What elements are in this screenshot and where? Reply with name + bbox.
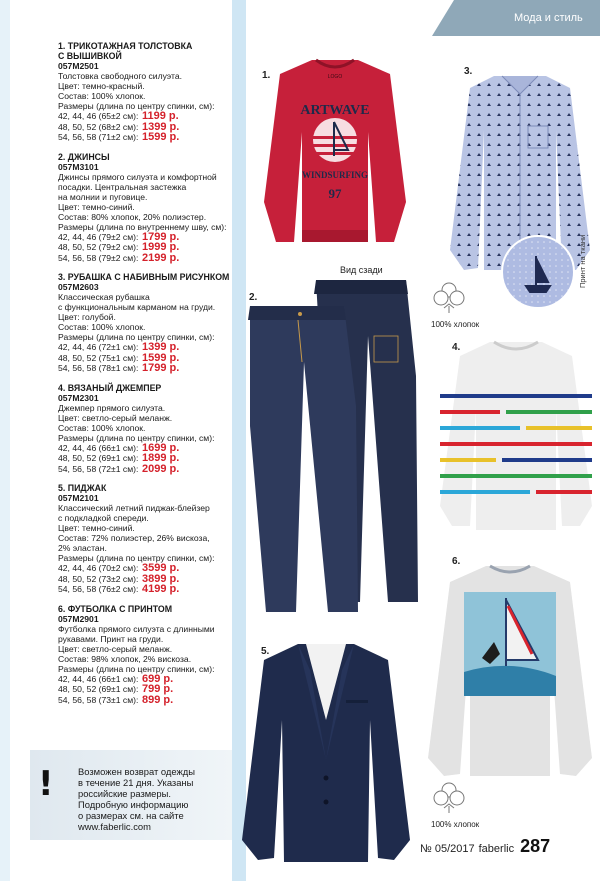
product-2	[58, 152, 230, 264]
product-sizes-heading: Размеры (длина по центру спинки, см):	[58, 663, 215, 674]
cotton-caption: 100% хлопок	[431, 320, 480, 329]
notice-line: российские размеры.	[78, 788, 171, 799]
page-number: 287	[520, 836, 551, 856]
product-desc: Классическая рубашка	[58, 292, 150, 302]
size-price: 1799 р.	[142, 362, 180, 374]
fabric-print-closeup	[500, 234, 576, 310]
product-composition: Состав: 100% хлопок.	[58, 322, 146, 332]
sweatshirt-word-artwave: ARTWAVE	[300, 103, 370, 118]
product-title: 6. ФУТБОЛКА С ПРИНТОМ	[58, 603, 173, 614]
size-price: 1199 р.	[142, 110, 179, 122]
product-composition: Состав: 98% хлопок, 2% вискоза.	[58, 653, 192, 664]
size-label: 48, 50, 52 (73±2 см):	[58, 573, 139, 584]
size-row	[58, 584, 230, 595]
size-label: 42, 44, 46 (70±2 см):	[58, 563, 139, 573]
size-label: 48, 50, 52 (69±1 см):	[58, 684, 139, 694]
product-desc: Классический летний пиджак-блейзер	[58, 503, 210, 513]
size-label: 48, 50, 52 (68±2 см):	[58, 121, 139, 132]
product-desc: посадки. Центральная застежка	[58, 181, 187, 192]
size-price: 4199 р.	[142, 583, 180, 595]
size-label: 42, 44, 46 (66±1 см):	[58, 442, 139, 453]
product-color: Цвет: светло-серый меланж.	[58, 643, 173, 654]
size-label: 54, 56, 58 (78±1 см):	[58, 363, 139, 373]
sweatshirt-word-windsurfing: WINDSURFING	[301, 170, 369, 180]
item-number-1: 1.	[262, 70, 271, 81]
page-footer	[420, 836, 550, 857]
product-color: Цвет: темно-синий.	[58, 201, 135, 212]
size-price: 1399 р.	[142, 341, 180, 353]
product-title: 5. ПИДЖАК	[58, 483, 107, 493]
size-label: 48, 50, 52 (75±1 см):	[58, 352, 139, 363]
notice-line: о размерах см. на сайте	[78, 810, 184, 821]
size-price: 1999 р.	[142, 241, 180, 253]
size-row	[58, 684, 230, 695]
striped-jumper-image	[436, 338, 596, 538]
print-on-fabric-caption: Принт на ткани	[578, 234, 587, 288]
notice-line: Подробную информацию	[78, 799, 189, 810]
product-desc: с подкладкой спереди.	[58, 513, 149, 523]
issue-number: № 05/2017	[420, 843, 475, 855]
sweatshirt-tag: LOGO	[327, 74, 343, 80]
size-price: 1799 р.	[142, 230, 180, 243]
size-row	[58, 695, 230, 706]
product-list	[58, 41, 230, 714]
item-number-4: 4.	[452, 342, 461, 353]
size-price: 1899 р.	[142, 452, 180, 464]
size-price: 899 р.	[142, 693, 174, 706]
cotton-flower-icon	[432, 280, 466, 314]
size-label: 42, 44, 46 (65±2 см):	[58, 111, 139, 121]
size-label: 42, 44, 46 (66±1 см):	[58, 673, 139, 684]
product-code: 057M2501	[58, 61, 99, 71]
product-composition: 2% эластан.	[58, 543, 107, 553]
product-desc: Джинсы прямого силуэта и комфортной	[58, 171, 217, 182]
product-color: Цвет: голубой.	[58, 312, 116, 322]
jeans-image	[244, 276, 434, 612]
size-price: 1399 р.	[142, 120, 180, 133]
size-row	[58, 453, 230, 464]
size-price: 699 р.	[142, 672, 174, 685]
product-sizes-heading: Размеры (длина по центру спинки, см):	[58, 332, 215, 342]
header-corner-cut	[432, 0, 454, 36]
product-composition: Состав: 100% хлопок.	[58, 91, 146, 101]
size-price: 2199 р.	[142, 251, 180, 264]
red-sweatshirt-image	[260, 52, 410, 252]
size-row	[58, 342, 230, 353]
product-composition: Состав: 72% полиэстер, 26% вискоза,	[58, 533, 210, 543]
section-title: Мода и стиль	[514, 12, 583, 24]
size-row	[58, 253, 230, 264]
product-desc: с функциональным карманом на груди.	[58, 302, 216, 312]
item-number-2: 2.	[249, 292, 258, 303]
product-title-cont: С ВЫШИВКОЙ	[58, 51, 122, 61]
product-1	[58, 41, 230, 143]
product-sizes-heading: Размеры (длина по внутреннему шву, см):	[58, 221, 227, 232]
size-row	[58, 132, 230, 143]
product-code: 057M2101	[58, 493, 99, 503]
size-row	[58, 363, 230, 374]
product-code: 057M2603	[58, 282, 99, 292]
item-number-3: 3.	[464, 66, 473, 77]
size-label: 42, 44, 46 (72±1 см):	[58, 342, 139, 352]
product-color: Цвет: темно-синий.	[58, 523, 135, 533]
size-price: 1699 р.	[142, 441, 180, 454]
product-title: 1. ТРИКОТАЖНАЯ ТОЛСТОВКА	[58, 41, 193, 51]
notice-line: Возможен возврат одежды	[78, 766, 195, 777]
product-composition: Состав: 80% хлопок, 20% полиэстер.	[58, 211, 207, 222]
product-desc: на молнии и пуговице.	[58, 191, 148, 202]
size-row	[58, 111, 230, 122]
product-desc: рукавами. Принт на груди.	[58, 633, 164, 644]
product-6	[58, 604, 230, 706]
size-label: 48, 50, 52 (79±2 см):	[58, 242, 139, 252]
product-code: 057M2301	[58, 392, 99, 403]
blazer-image	[238, 640, 414, 864]
product-sizes-heading: Размеры (длина по центру спинки, см):	[58, 432, 215, 443]
item-number-5: 5.	[261, 646, 270, 657]
product-color: Цвет: светло-серый меланж.	[58, 412, 173, 423]
notice-line: в течение 21 дня. Указаны	[78, 777, 194, 788]
size-label: 54, 56, 58 (79±2 см):	[58, 252, 139, 263]
size-price: 1599 р.	[142, 351, 180, 364]
product-color: Цвет: темно-красный.	[58, 81, 145, 91]
sweatshirt-number: 97	[328, 186, 342, 201]
product-desc: Толстовка свободного силуэта.	[58, 71, 183, 81]
product-4	[58, 383, 230, 475]
product-5	[58, 483, 230, 595]
product-sizes-heading: Размеры (длина по центру спинки, см):	[58, 101, 215, 111]
notice-text	[78, 766, 228, 832]
left-edge-strip	[0, 0, 10, 881]
size-row	[58, 464, 230, 475]
product-composition: Состав: 100% хлопок.	[58, 422, 146, 433]
size-label: 54, 56, 58 (71±2 см):	[58, 132, 139, 142]
brand-name: faberlic	[478, 843, 515, 855]
product-title: 2. ДЖИНСЫ	[58, 151, 110, 162]
size-row	[58, 563, 230, 574]
size-price: 2099 р.	[142, 462, 180, 475]
size-label: 48, 50, 52 (69±1 см):	[58, 453, 139, 463]
exclamation-icon: !	[38, 764, 54, 804]
size-price: 3899 р.	[142, 572, 180, 585]
size-price: 1599 р.	[142, 131, 180, 143]
return-notice	[30, 750, 232, 840]
product-code: 057M3101	[58, 161, 99, 172]
cotton-caption-2: 100% хлопок	[431, 820, 480, 829]
product-desc: Футболка прямого силуэта с длинными	[58, 623, 215, 634]
printed-longsleeve-image	[424, 562, 596, 780]
size-label: 54, 56, 58 (72±1 см):	[58, 463, 139, 474]
product-sizes-heading: Размеры (длина по центру спинки, см):	[58, 553, 215, 563]
product-desc: Джемпер прямого силуэта.	[58, 402, 166, 413]
product-title: 3. РУБАШКА С НАБИВНЫМ РИСУНКОМ	[58, 272, 230, 282]
product-code: 057M2901	[58, 613, 99, 624]
cotton-flower-icon-2	[432, 780, 466, 814]
size-price: 799 р.	[142, 683, 174, 695]
size-row	[58, 242, 230, 253]
size-label: 54, 56, 58 (73±1 см):	[58, 694, 139, 705]
size-price: 3599 р.	[142, 562, 180, 574]
size-label: 42, 44, 46 (79±2 см):	[58, 231, 139, 242]
size-label: 54, 56, 58 (76±2 см):	[58, 584, 139, 594]
product-3	[58, 272, 230, 374]
item-number-6: 6.	[452, 556, 461, 567]
product-title: 4. ВЯЗАНЫЙ ДЖЕМПЕР	[58, 382, 162, 393]
notice-link[interactable]: www.faberlic.com	[78, 821, 151, 832]
back-view-caption: Вид сзади	[340, 265, 383, 275]
